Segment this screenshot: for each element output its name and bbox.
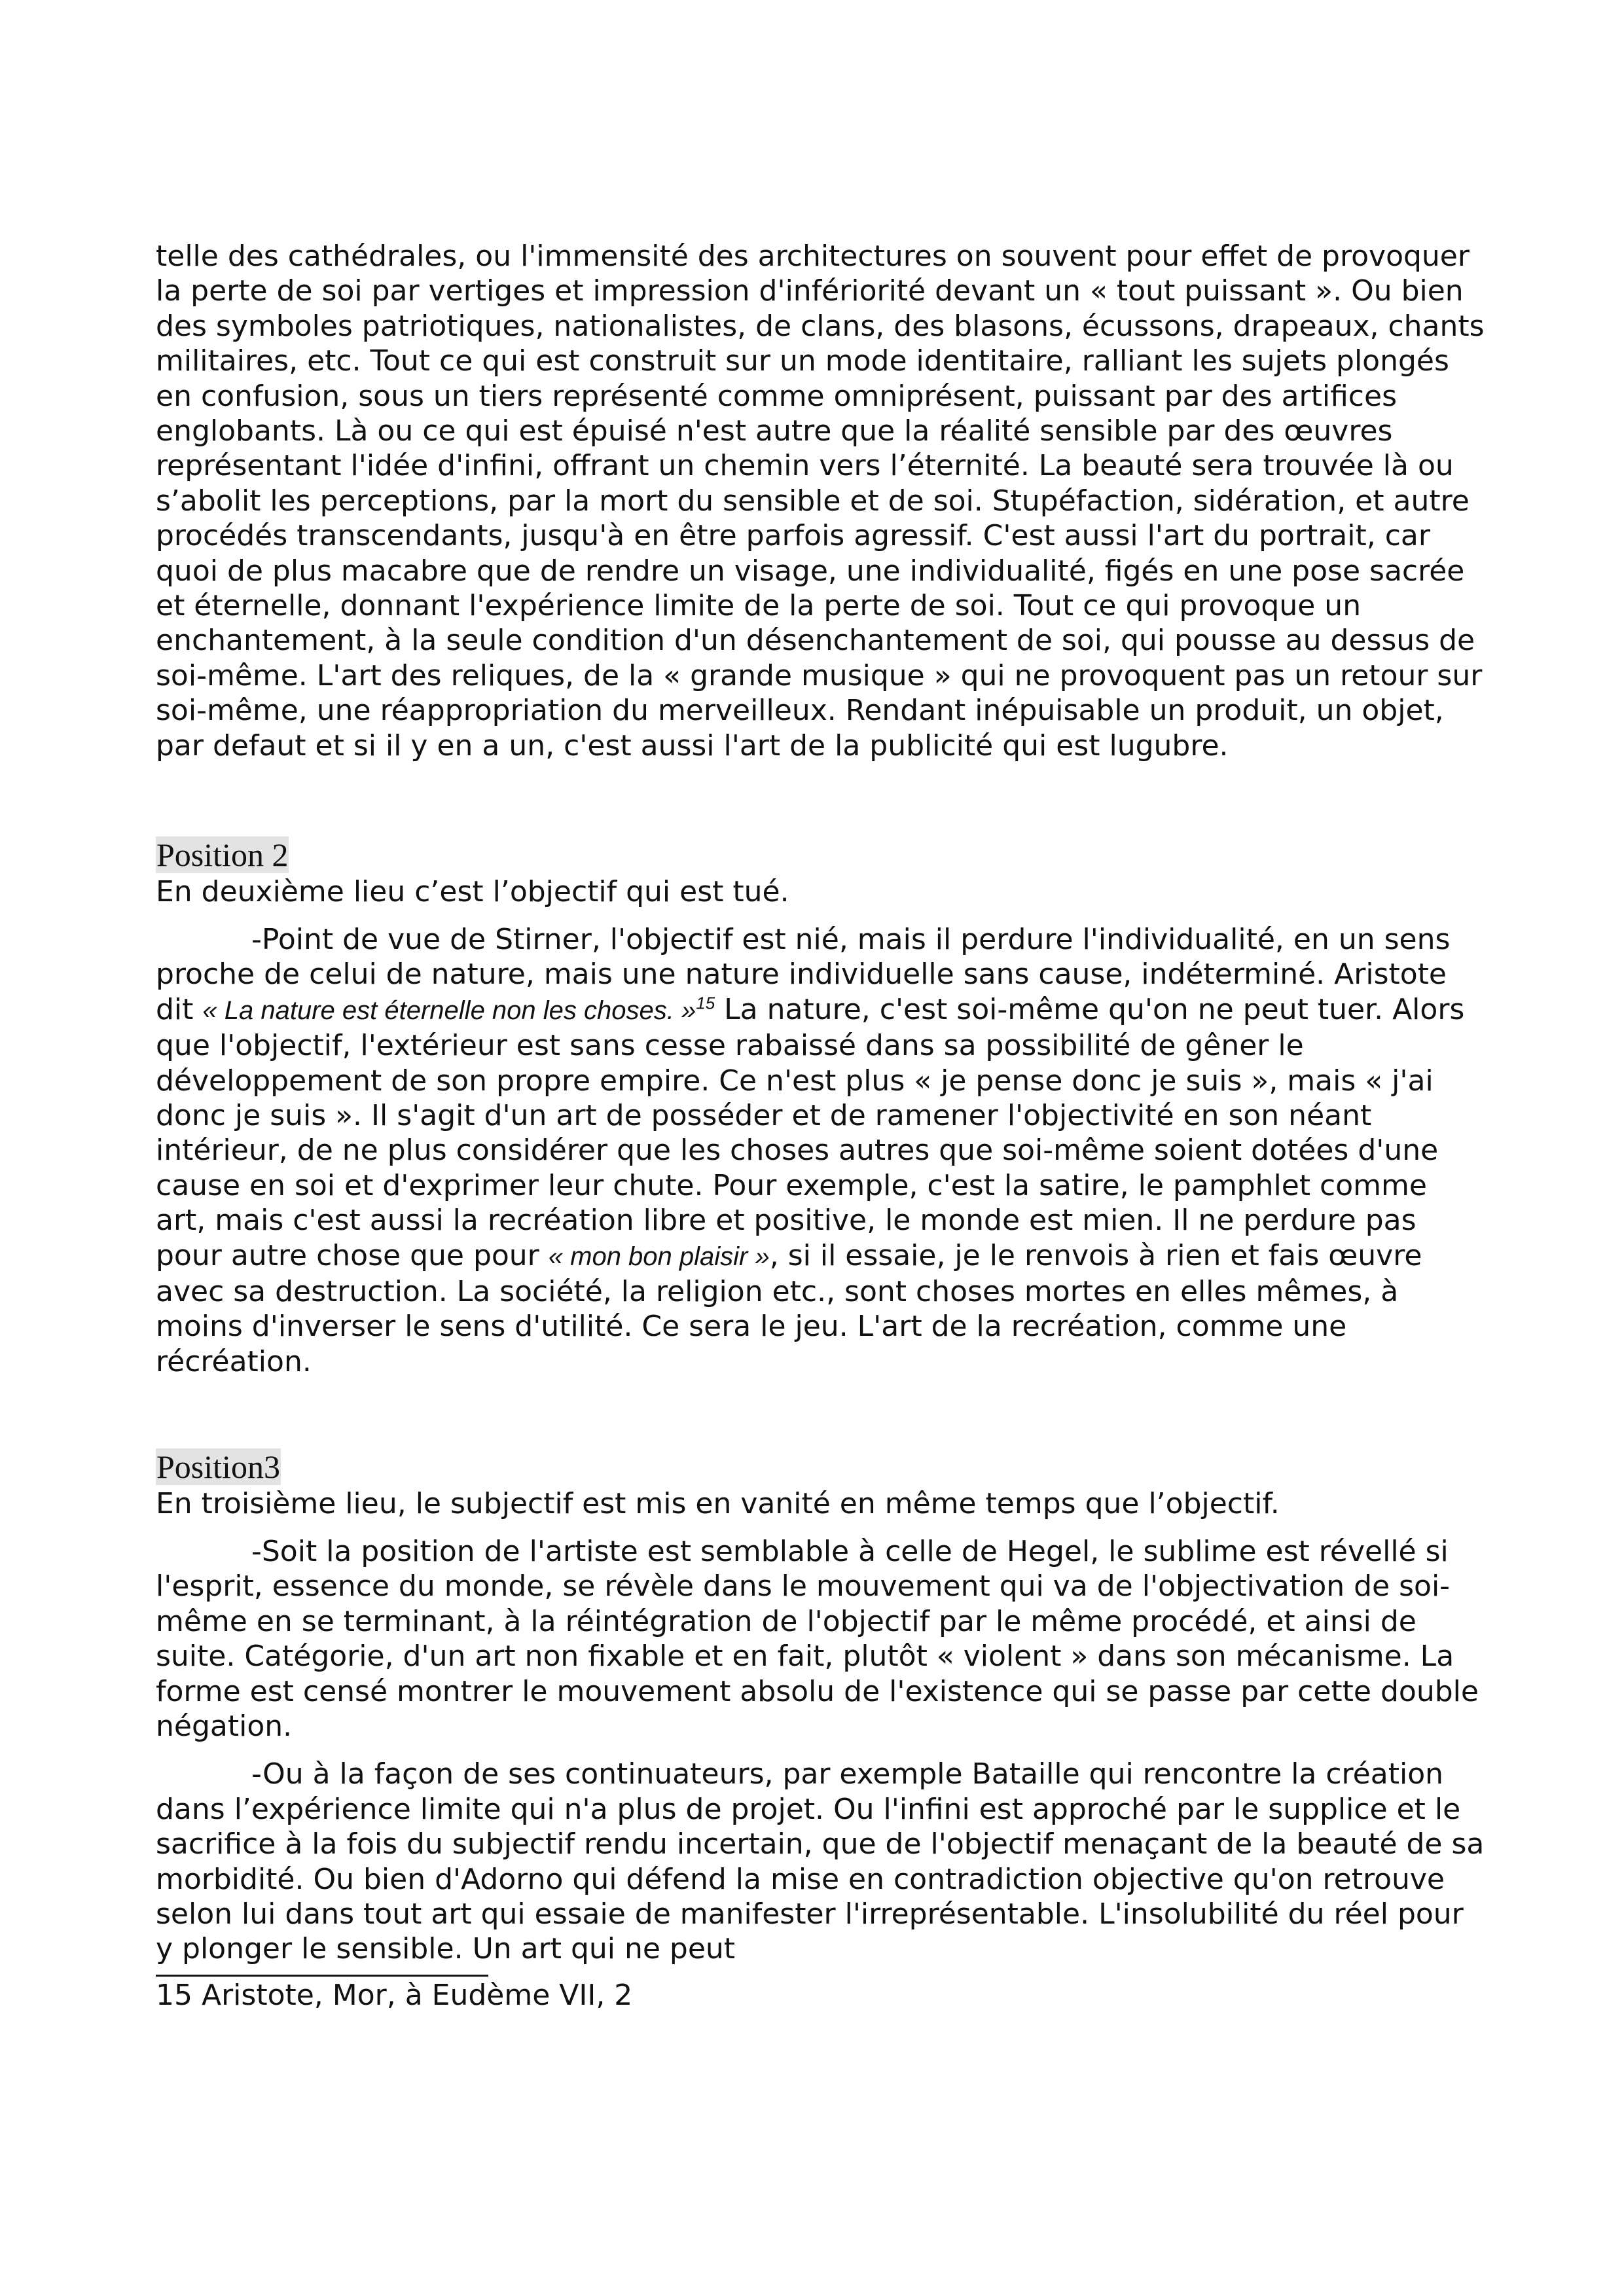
position-3-paragraph-2: -Ou à la façon de ses continuateurs, par exemple Bataille qui rencontre la création dans l’expérience limite qui n'a plus de projet. Ou l'infini est approché par le supplice et le sacrifice à la fois du subjectif rendu incertain, que de l'objectif menaçant de la beauté de sa morbidité. Ou bien d'Adorno qui défend la mise en contradiction objective qu'on retrouve selon lui dans tout art qui essaie de manifester l'irreprésentable. L'insolubilité du réel pour y plonger le sensible. Un art qui ne peut [156, 1757, 1485, 1966]
bon-plaisir-quote: « mon bon plaisir » [548, 1242, 770, 1271]
position-3-lead: En troisième lieu, le subjectif est mis en vanité en même temps que l’objectif. [156, 1486, 1280, 1520]
p2-text-b: La nature, c'est soi-même qu'on ne peut tuer. Alors que l'objectif, l'extérieur est sans cesse rabaissé dans sa possibilité de gêner le développement de son propre empire. Ce n'est plus « je pense donc je suis », mais « j'ai donc je suis ». Il s'agit d'un art de posséder et de ramener l'objectivité en son néant intérieur, de ne plus considérer que les choses autres que soi-même soient dotées d'une cause en soi et d'exprimer leur chute. Pour exemple, c'est la satire, le pamphlet comme art, mais c'est aussi la recréation libre et positive, le monde est mien. Il ne perdure pas pour autre chose que pour [156, 992, 1465, 1272]
position-2-paragraph [156, 922, 1485, 1379]
intro-paragraph: telle des cathédrales, ou l'immensité des architectures on souvent pour effet de provoquer la perte de soi par vertiges et impression d'infériorité devant un « tout puissant ». Ou bien des symboles patriotiques, nationalistes, de clans, des blasons, écussons, drapeaux, chants militaires, etc. Tout ce qui est construit sur un mode identitaire, ralliant les sujets plongés en confusion, sous un tiers représenté comme omniprésent, puissant par des artifices englobants. Là ou ce qui est épuisé n'est autre que la réalité sensible par des œuvres représentant l'idée d'infini, offrant un chemin vers l’éternité. La beauté sera trouvée là ou s’abolit les perceptions, par la mort du sensible et de soi. Stupéfaction, sidération, et autre procédés transcendants, jusqu'à en être parfois agressif. C'est aussi l'art du portrait, car quoi de plus macabre que de rendre un visage, une individualité, figés en une pose sacrée et éternelle, donnant l'expérience limite de la perte de soi. Tout ce qui provoque un enchantement, à la seule condition d'un désenchantement de soi, qui pousse au dessus de soi-même. L'art des reliques, de la « grande musique » qui ne provoquent pas un retour sur soi-même, une réappropriation du merveilleux. Rendant inépuisable un produit, un objet, par defaut et si il y en a un, c'est aussi l'art de la publicité qui est lugubre. [156, 240, 1485, 762]
document-page [156, 239, 1485, 2013]
footnote-marker[interactable]: 15 [696, 993, 715, 1013]
p2-text-a: -Point de vue de Stirner, l'objectif est nié, mais il perdure l'individualité, en un sens proche de celui de nature, mais une nature individuelle sans cause, indéterminé. Aristote dit [156, 922, 1451, 1026]
footnote-divider [156, 1975, 488, 1977]
position-2-heading: Position 2 [156, 836, 289, 874]
position-3-section [156, 1448, 1485, 1967]
aristote-quote: « La nature est éternelle non les choses. » [202, 996, 696, 1025]
position-3-paragraph-1: -Soit la position de l'artiste est semblable à celle de Hegel, le sublime est révellé si l'esprit, essence du monde, se révèle dans le mouvement qui va de l'objectivation de soi-même en se terminant, à la réintégration de l'objectif par le même procédé, et ainsi de suite. Catégorie, d'un art non fixable et en fait, plutôt « violent » dans son mécanisme. La forme est censé montrer le mouvement absolu de l'existence qui se passe par cette double négation. [156, 1535, 1479, 1744]
p2-text-c: , si il essaie, je le renvois à rien et fais œuvre avec sa destruction. La société, la religion etc., sont choses mortes en elles mêmes, à moins d'inverser le sens d'utilité. Ce sera le jeu. L'art de la recréation, comme une récréation. [156, 1238, 1422, 1378]
position-3-heading: Position3 [156, 1448, 280, 1486]
position-2-lead: En deuxième lieu c’est l’objectif qui est tué. [156, 874, 789, 908]
position-2-section [156, 836, 1485, 1379]
footnote-text: 15 Aristote, Mor, à Eudème VII, 2 [156, 1978, 633, 2012]
